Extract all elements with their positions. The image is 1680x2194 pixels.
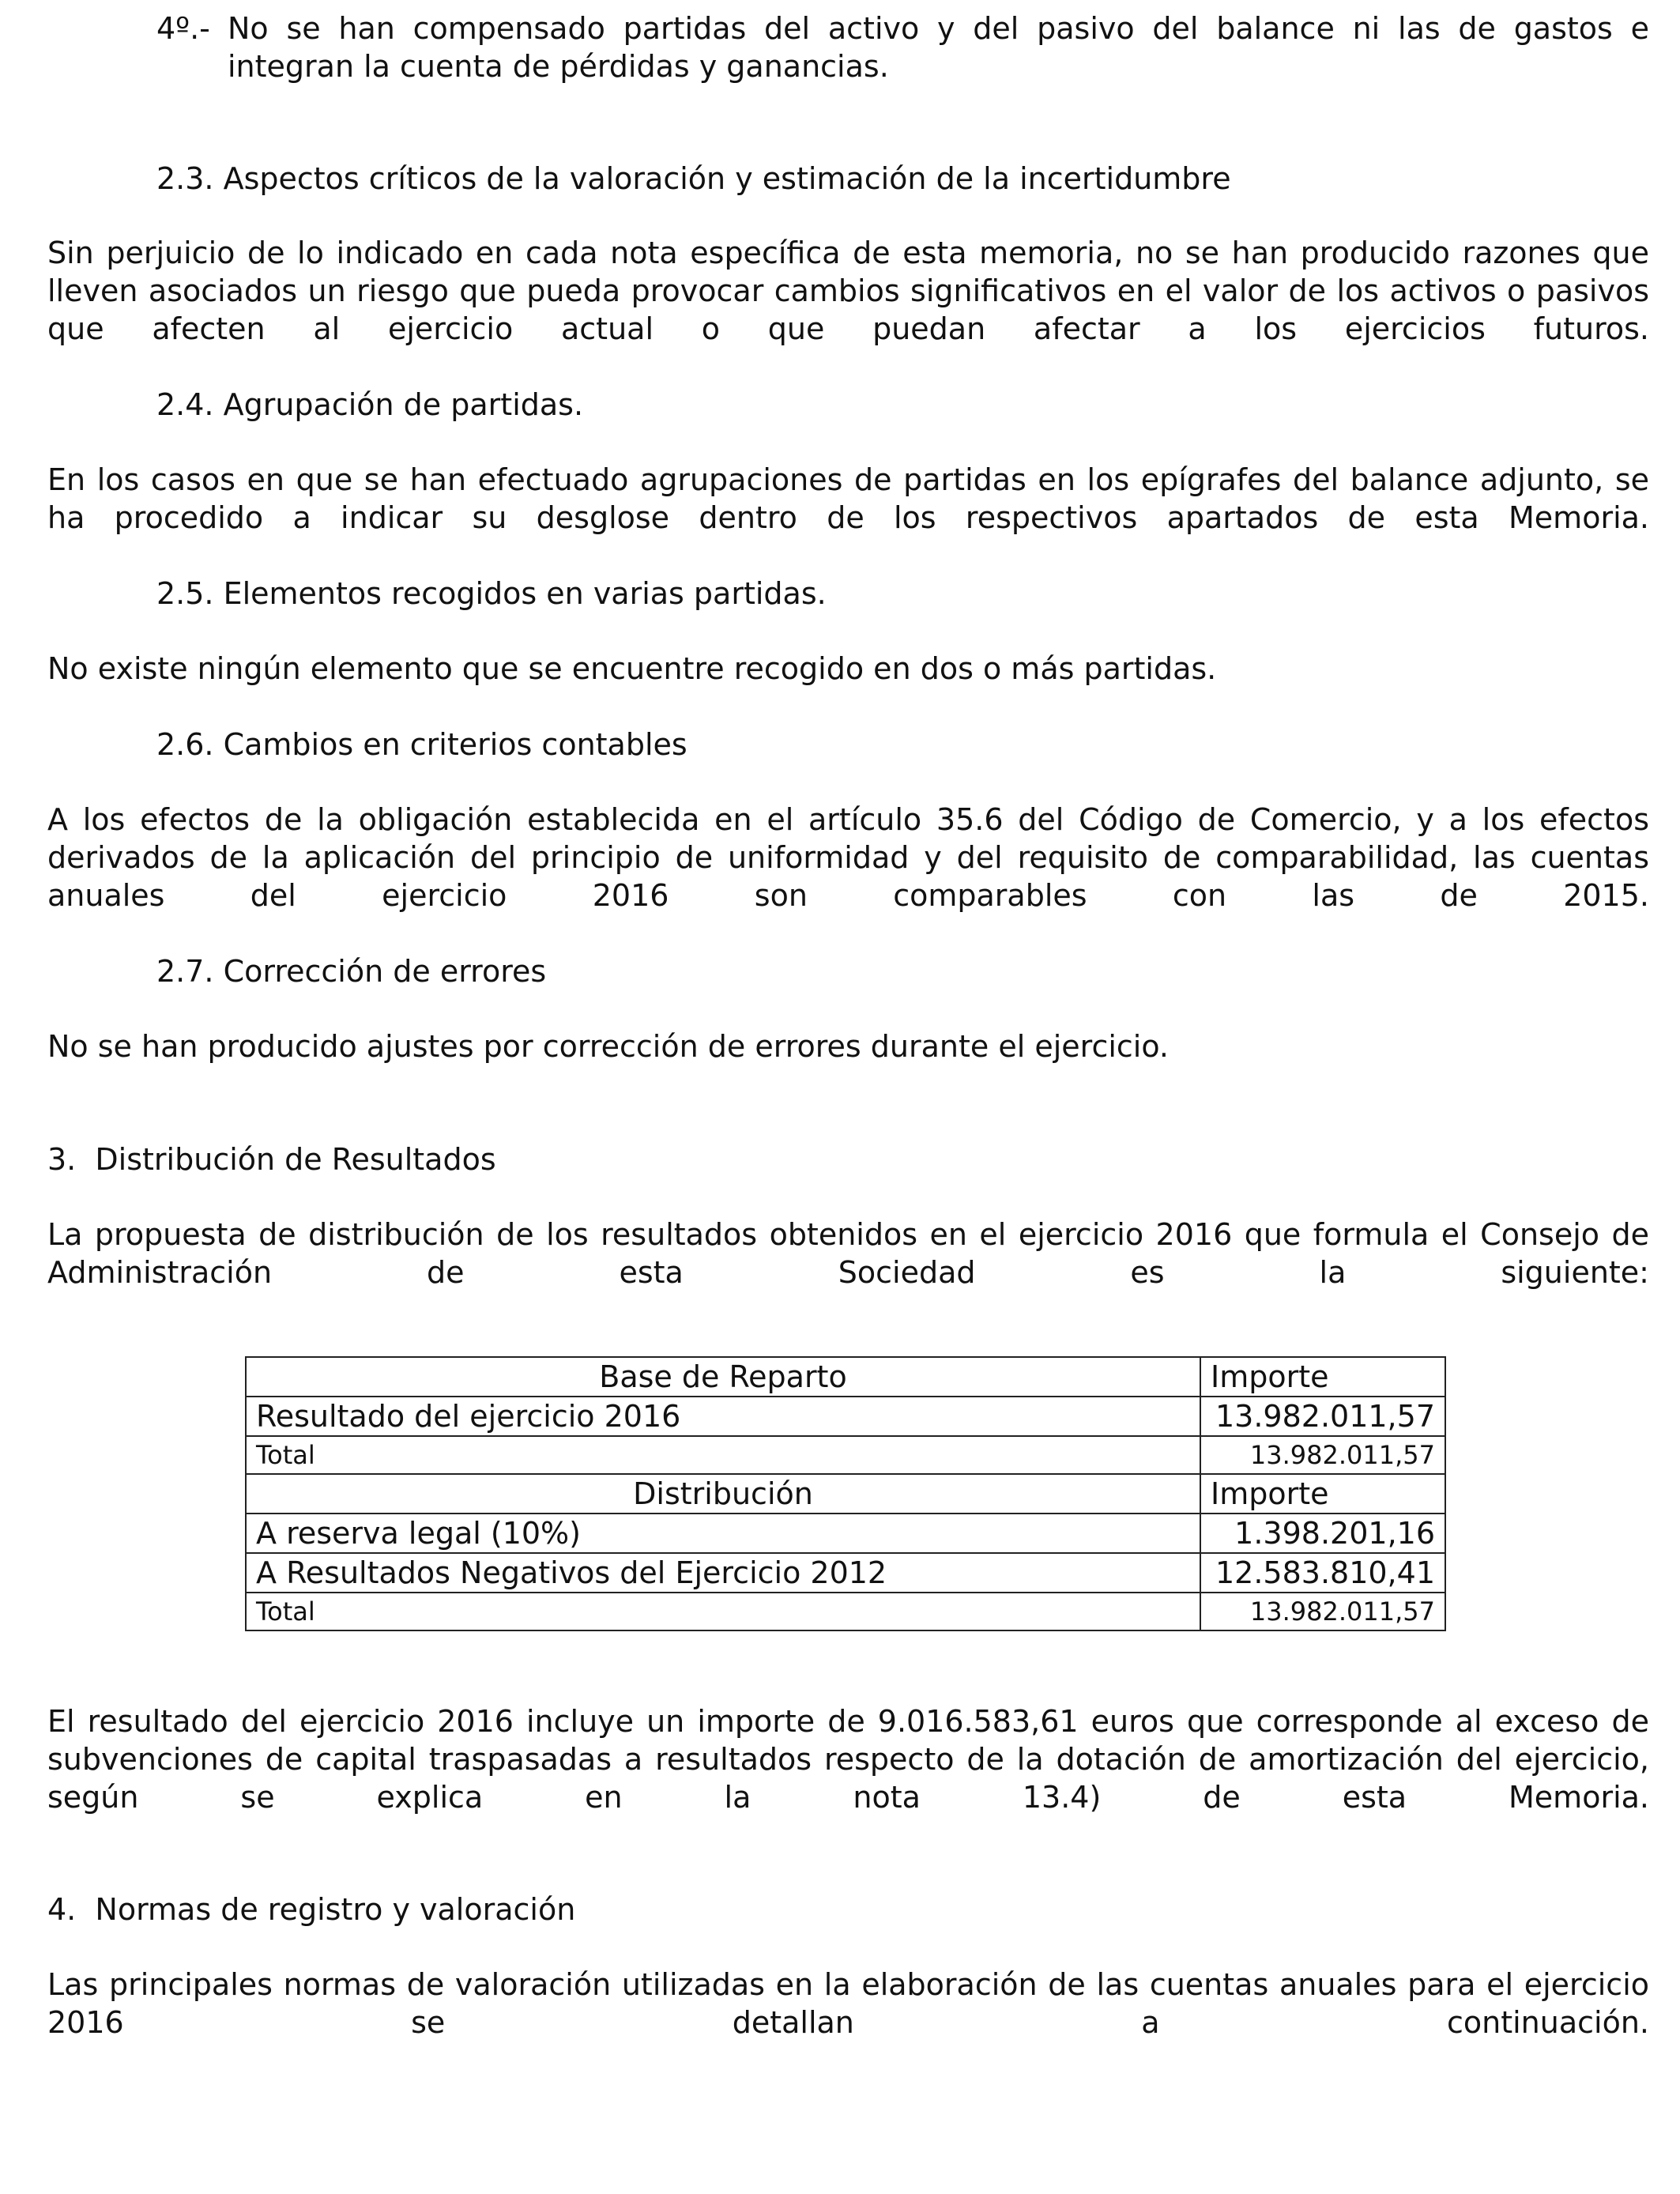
item-4-prefix: 4º.- <box>156 11 210 46</box>
base-row-label: Resultado del ejercicio 2016 <box>246 1397 1200 1436</box>
section-2-4-heading: 2.4. Agrupación de partidas. <box>156 387 584 422</box>
section-2-3-heading: 2.3. Aspectos críticos de la valoración y estimación de la incertidumbre <box>156 161 1231 196</box>
base-header: Base de Reparto <box>246 1357 1200 1397</box>
base-total-amount: 13.982.011,57 <box>1200 1436 1445 1474</box>
section-3-note: El resultado del ejercicio 2016 incluye un importe de 9.016.583,61 euros que corresponde al exceso de subvenciones de capital traspasadas a resultados respecto de la dotación de amortización del ejercicio, según se explica en la nota 13.4) de esta Memoria. <box>47 1704 1649 1815</box>
table-row <box>246 1514 1445 1553</box>
section-2-6-heading: 2.6. Cambios en criterios contables <box>156 727 687 762</box>
section-2-5-heading: 2.5. Elementos recogidos en varias partidas. <box>156 576 827 611</box>
dist-row-amount: 12.583.810,41 <box>1200 1553 1445 1593</box>
dist-header: Distribución <box>246 1474 1200 1514</box>
item-4-line-1: No se han compensado partidas del activo y del pasivo del balance ni las de gastos e <box>228 11 1649 46</box>
section-4-heading: 4. Normas de registro y valoración <box>47 1892 576 1927</box>
section-4-paragraph: Las principales normas de valoración utilizadas en la elaboración de las cuentas anuales para el ejercicio 2016 se detallan a continuación. <box>47 1967 1649 2040</box>
section-2-3-paragraph: Sin perjuicio de lo indicado en cada nota específica de esta memoria, no se han producido razones que lleven asociados un riesgo que pueda provocar cambios significativos en el valor de los activos o pasivos que afecten al ejercicio actual o que puedan afectar a los ejercicios futuros. <box>47 236 1649 346</box>
section-2-5-paragraph: No existe ningún elemento que se encuentre recogido en dos o más partidas. <box>47 651 1217 686</box>
item-4-line-2: integran la cuenta de pérdidas y ganancias. <box>228 49 889 84</box>
dist-total-amount: 13.982.011,57 <box>1200 1593 1445 1630</box>
dist-row-label: A reserva legal (10%) <box>246 1514 1200 1553</box>
dist-row-label: A Resultados Negativos del Ejercicio 2012 <box>246 1553 1200 1593</box>
distribution-table <box>245 1356 1446 1631</box>
base-row-amount: 13.982.011,57 <box>1200 1397 1445 1436</box>
base-total-label: Total <box>246 1436 1200 1474</box>
section-2-7-paragraph: No se han producido ajustes por corrección de errores durante el ejercicio. <box>47 1029 1170 1064</box>
dist-total-label: Total <box>246 1593 1200 1630</box>
section-2-7-heading: 2.7. Corrección de errores <box>156 954 547 989</box>
table-row <box>246 1553 1445 1593</box>
dist-amount-header: Importe <box>1200 1474 1445 1514</box>
dist-row-amount: 1.398.201,16 <box>1200 1514 1445 1553</box>
section-3-heading: 3. Distribución de Resultados <box>47 1142 496 1177</box>
section-3-intro: La propuesta de distribución de los resultados obtenidos en el ejercicio 2016 que formula el Consejo de Administración de esta Sociedad es la siguiente: <box>47 1217 1649 1290</box>
section-2-4-paragraph: En los casos en que se han efectuado agrupaciones de partidas en los epígrafes del balance adjunto, se ha procedido a indicar su desglose dentro de los respectivos apartados de esta Memoria. <box>47 462 1649 535</box>
section-2-6-paragraph: A los efectos de la obligación establecida en el artículo 35.6 del Código de Comercio, y a los efectos derivados de la aplicación del principio de uniformidad y del requisito de comparabilidad, las cuentas anuales del ejercicio 2016 son comparables con las de 2015. <box>47 802 1649 913</box>
base-amount-header: Importe <box>1200 1357 1445 1397</box>
